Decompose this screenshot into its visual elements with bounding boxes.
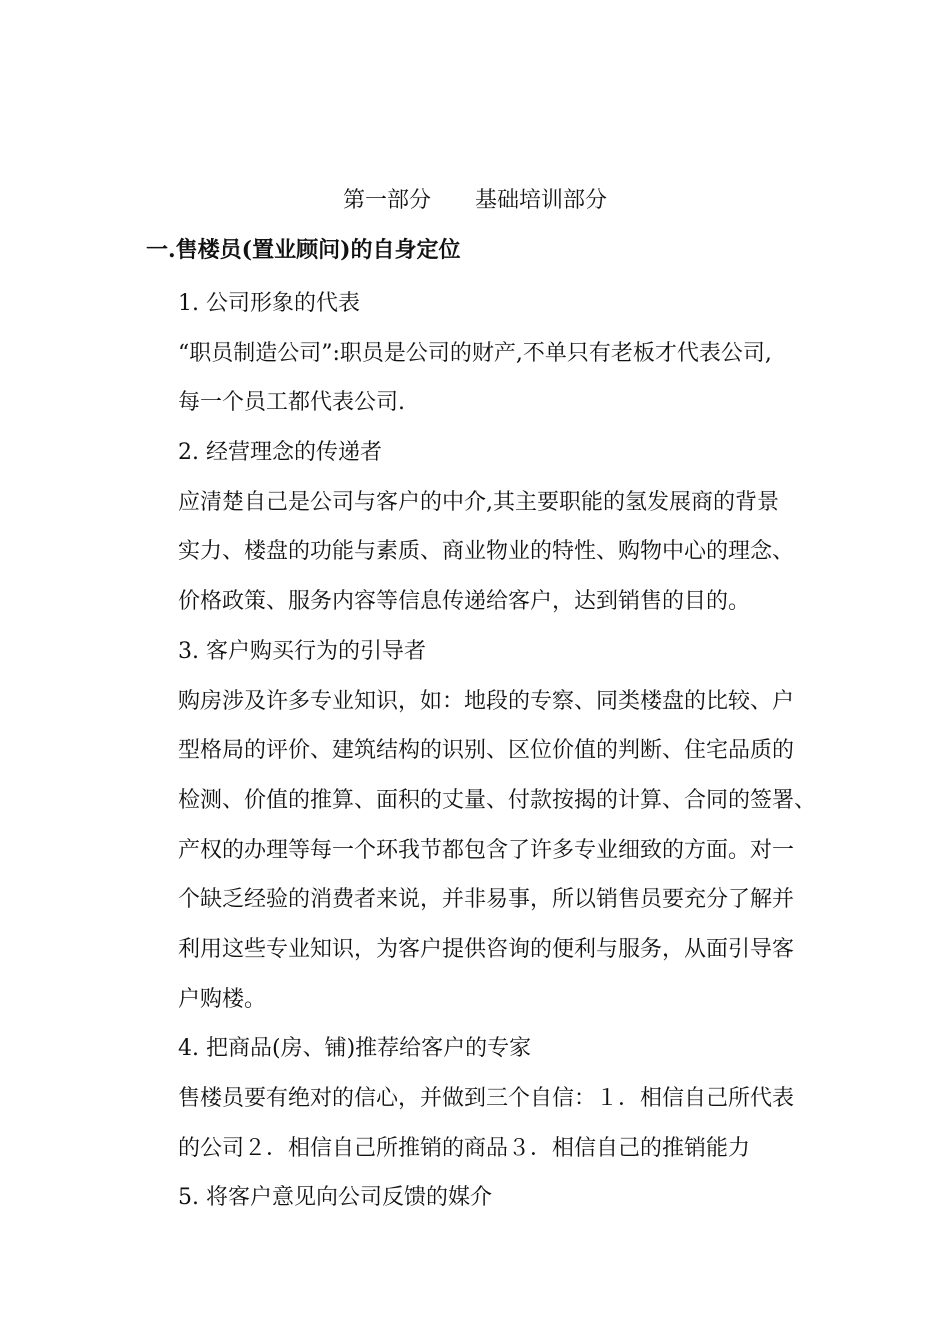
paragraph-line: 的公司２．相信自己所推销的商品３．相信自己的推销能力 — [178, 1135, 751, 1161]
paragraph-line: 型格局的评价、建筑结构的识别、区位价值的判断、住宅品质的 — [178, 738, 795, 764]
paragraph-line: “职员制造公司”:职员是公司的财产,不单只有老板才代表公司, — [178, 340, 772, 366]
paragraph-line: 价格政策、服务内容等信息传递给客户，达到销售的目的。 — [178, 589, 751, 615]
item-heading-1: 1. 公司形象的代表 — [178, 291, 360, 316]
paragraph-line: 产权的办理等每一个环我节都包含了许多专业细致的方面。对一 — [178, 837, 795, 863]
paragraph-line: 售楼员要有绝对的信心，并做到三个自信：１．相信自己所代表 — [178, 1086, 795, 1111]
paragraph-line: 检测、价值的推算、面积的丈量、付款按揭的计算、合同的签署、 — [178, 787, 817, 813]
paragraph-line: 利用这些专业知识，为客户提供咨询的便利与服务，从面引导客 — [178, 936, 795, 962]
paragraph-line: 户购楼。 — [178, 986, 267, 1012]
paragraph-line: 购房涉及许多专业知识，如：地段的专察、同类楼盘的比较、户 — [178, 688, 795, 714]
document-body — [178, 279, 828, 1223]
section-heading: 一.售楼员(置业顾问)的自身定位 — [146, 237, 461, 263]
item-heading-4: 4. 把商品(房、铺)推荐给客户的专家 — [178, 1036, 532, 1062]
item-heading-3: 3. 客户购买行为的引导者 — [178, 638, 426, 664]
paragraph-line: 应清楚自己是公司与客户的中介,其主要职能的氢发展商的背景 — [178, 489, 779, 515]
paragraph-line: 实力、楼盘的功能与素质、商业物业的特性、购物中心的理念、 — [178, 539, 795, 565]
item-heading-2: 2. 经营理念的传递者 — [178, 440, 382, 466]
item-heading-5: 5. 将客户意见向公司反馈的媒介 — [178, 1185, 492, 1211]
document-title: 第一部分 基础培训部分 — [342, 188, 607, 213]
paragraph-line: 每一个员工都代表公司. — [178, 390, 405, 416]
paragraph-line: 个缺乏经验的消费者来说，并非易事，所以销售员要充分了解并 — [178, 887, 795, 913]
